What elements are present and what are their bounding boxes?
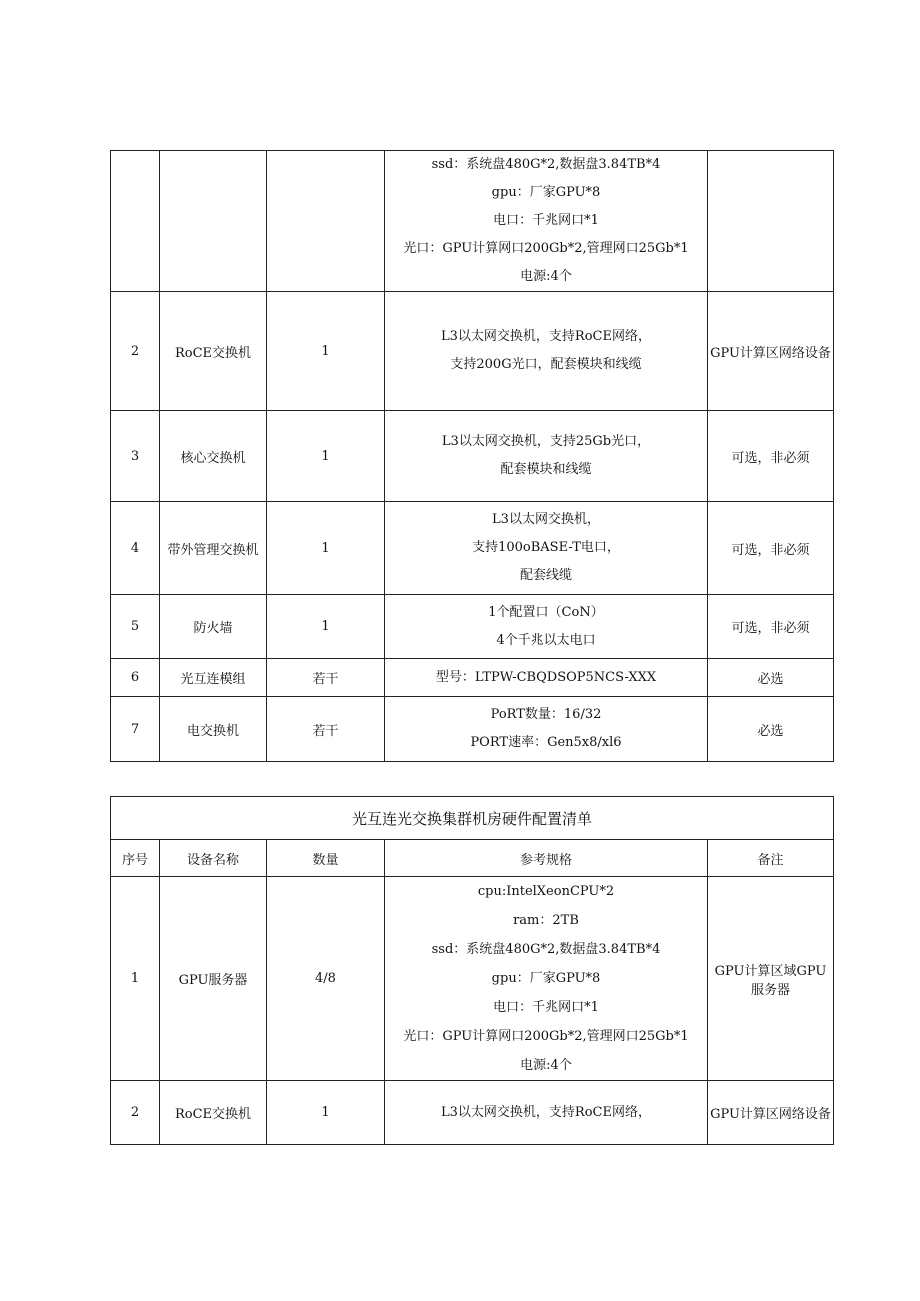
note: GPU计算区网络设备 xyxy=(708,1081,834,1145)
quantity: 1 xyxy=(267,1081,385,1145)
spec-line: L3以太网交换机，支持25Gb光口， xyxy=(441,434,651,449)
spec-line: 电口：千兆网口*1 xyxy=(493,213,599,228)
spec-cell xyxy=(385,659,708,697)
spec-line: 4个千兆以太电口 xyxy=(496,632,596,648)
row-number: 2 xyxy=(111,1081,160,1145)
table-row xyxy=(111,411,834,502)
table-row xyxy=(111,151,834,292)
quantity: 1 xyxy=(267,502,385,595)
hardware-table-continued xyxy=(110,150,834,762)
spec-line: cpu:IntelXeonCPU*2 xyxy=(477,884,615,899)
quantity: 1 xyxy=(267,595,385,659)
header-note: 备注 xyxy=(708,840,834,877)
spec-line: 配套线缆 xyxy=(519,568,572,583)
spec-line: L3以太网交换机，支持RoCE网络， xyxy=(441,329,651,344)
spec-line: ssd：系统盘480G*2,数据盘3.84TB*4 xyxy=(431,942,661,957)
spec-line: gpu：厂家GPU*8 xyxy=(491,971,601,986)
row-number: 3 xyxy=(111,411,160,502)
quantity: 1 xyxy=(267,411,385,502)
row-number: 7 xyxy=(111,697,160,762)
note: 必选 xyxy=(708,659,834,697)
spec-line: L3以太网交换机， xyxy=(492,512,600,527)
spec-line: 支持200G光口，配套模块和线缆 xyxy=(450,357,642,372)
quantity: 若干 xyxy=(267,697,385,762)
spec-line: ram：2TB xyxy=(513,913,579,928)
spec-line: 支持100oBASE-T电口， xyxy=(472,540,620,555)
spec-cell xyxy=(385,877,708,1081)
row-number: 2 xyxy=(111,292,160,411)
header-number: 序号 xyxy=(111,840,160,877)
device-name: 带外管理交换机 xyxy=(160,502,267,595)
table-title: 光互连光交换集群机房硬件配置清单 xyxy=(111,797,834,840)
spec-line: 1个配置口（CoN） xyxy=(488,604,604,620)
note: GPU计算区域GPU服务器 xyxy=(708,877,834,1081)
spec-cell xyxy=(385,292,708,411)
spec-cell xyxy=(385,697,708,762)
note xyxy=(708,151,834,292)
spec-cell xyxy=(385,502,708,595)
spec-line: gpu：厂家GPU*8 xyxy=(491,185,601,200)
row-number: 4 xyxy=(111,502,160,595)
spec-cell xyxy=(385,151,708,292)
quantity: 4/8 xyxy=(267,877,385,1081)
header-quantity: 数量 xyxy=(267,840,385,877)
note: 可选，非必须 xyxy=(708,502,834,595)
note: 可选，非必须 xyxy=(708,595,834,659)
spec-cell xyxy=(385,1081,708,1145)
device-name: RoCE交换机 xyxy=(160,292,267,411)
table-row xyxy=(111,659,834,697)
row-number: 6 xyxy=(111,659,160,697)
note: GPU计算区网络设备 xyxy=(708,292,834,411)
table-row xyxy=(111,1081,834,1145)
spec-line: 配套模块和线缆 xyxy=(500,462,592,477)
note: 可选，非必须 xyxy=(708,411,834,502)
spec-line: 光口：GPU计算网口200Gb*2,管理网口25Gb*1 xyxy=(403,241,689,256)
row-number: 1 xyxy=(111,877,160,1081)
spec-line: PoRT数量：16/32 xyxy=(490,707,602,722)
device-name: GPU服务器 xyxy=(160,877,267,1081)
spec-line: 电源:4个 xyxy=(520,269,572,284)
table-header-row xyxy=(111,840,834,877)
row-number xyxy=(111,151,160,292)
device-name: 电交换机 xyxy=(160,697,267,762)
spec-line: ssd：系统盘480G*2,数据盘3.84TB*4 xyxy=(431,157,661,172)
header-spec: 参考规格 xyxy=(385,840,708,877)
quantity: 1 xyxy=(267,292,385,411)
spec-cell xyxy=(385,411,708,502)
spec-line: 型号：LTPW-CBQDSOP5NCS-XXX xyxy=(435,669,657,685)
device-name: 防火墙 xyxy=(160,595,267,659)
table-row xyxy=(111,877,834,1081)
table-row xyxy=(111,292,834,411)
table-row xyxy=(111,697,834,762)
device-name: RoCE交换机 xyxy=(160,1081,267,1145)
hardware-config-table xyxy=(110,796,834,1145)
table-row xyxy=(111,502,834,595)
device-name: 光互连模组 xyxy=(160,659,267,697)
spec-line: PORT速率：Gen5x8∕xl6 xyxy=(470,735,622,750)
device-name: 核心交换机 xyxy=(160,411,267,502)
row-number: 5 xyxy=(111,595,160,659)
quantity xyxy=(267,151,385,292)
spec-line: L3以太网交换机，支持RoCE网络， xyxy=(441,1104,651,1120)
spec-cell xyxy=(385,595,708,659)
spec-line: 光口：GPU计算网口200Gb*2,管理网口25Gb*1 xyxy=(403,1029,689,1044)
header-device-name: 设备名称 xyxy=(160,840,267,877)
quantity: 若干 xyxy=(267,659,385,697)
table-row xyxy=(111,595,834,659)
note: 必选 xyxy=(708,697,834,762)
device-name xyxy=(160,151,267,292)
spec-line: 电口：千兆网口*1 xyxy=(493,1000,599,1015)
spec-line: 电源:4个 xyxy=(520,1058,572,1073)
